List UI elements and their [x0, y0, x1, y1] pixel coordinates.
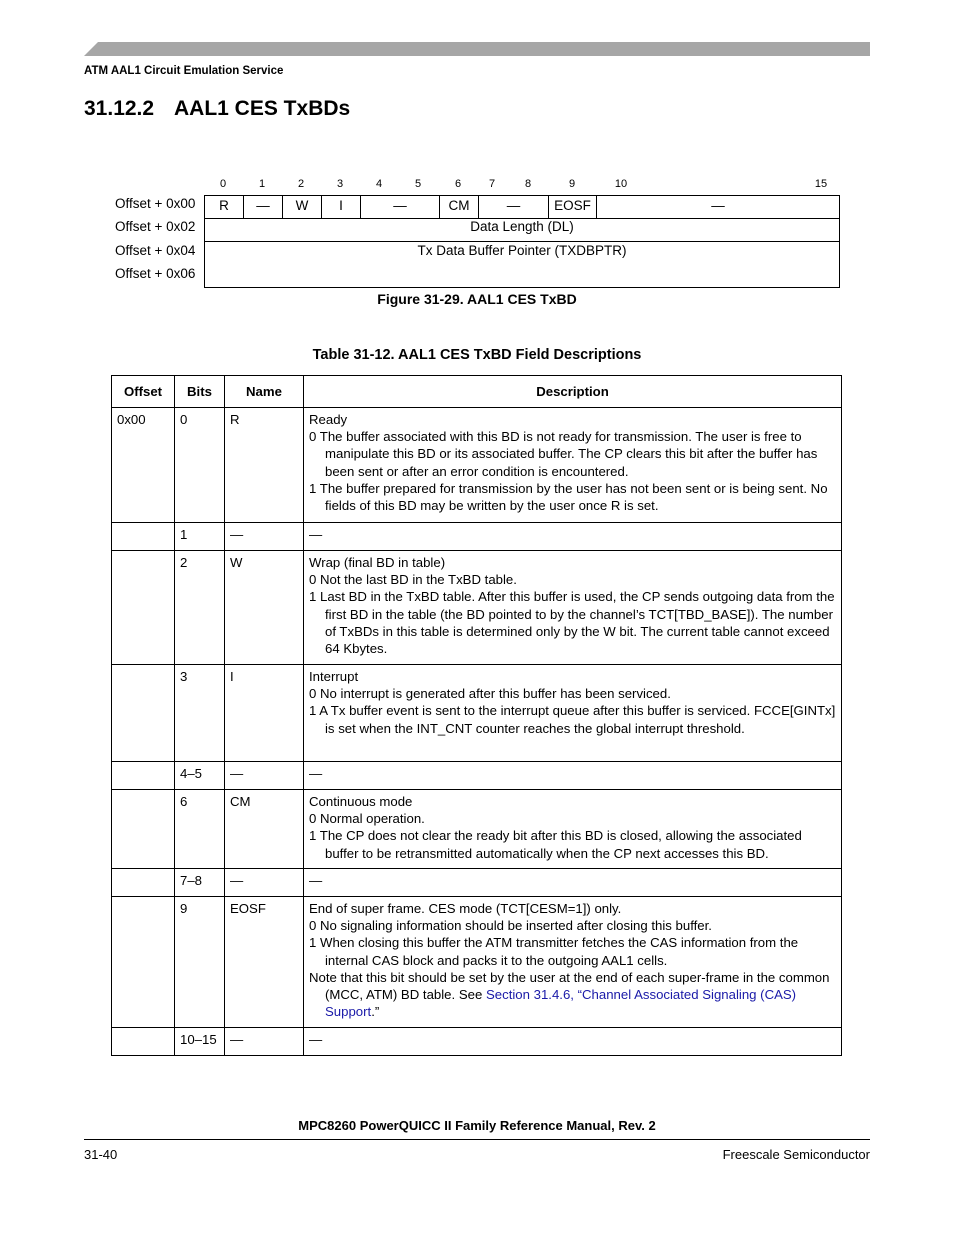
cell-description	[304, 665, 842, 762]
page-number: 31-40	[84, 1147, 118, 1162]
desc-line: Interrupt	[309, 669, 359, 684]
table-row	[112, 408, 842, 523]
desc-line: End of super frame. CES mode (TCT[CESM=1]) only.	[309, 901, 622, 916]
field-reserved: —	[361, 196, 440, 218]
field-reserved: —	[711, 198, 725, 213]
field-eosf: EOSF	[549, 196, 597, 218]
cell-bits: 6	[175, 790, 225, 869]
bit-number: 9	[568, 178, 576, 190]
desc-line: 0 No interrupt is generated after this buffer has been serviced.	[309, 686, 671, 702]
bit-number: 1	[258, 178, 266, 190]
register-box	[204, 195, 840, 288]
desc-line: 1 The buffer prepared for transmission by the user has not been sent or is being sent. No fields of this BD may be written by the user once R is set.	[309, 480, 828, 514]
field-cm: CM	[440, 196, 479, 218]
note-text: .”	[371, 1004, 380, 1020]
cell-description	[304, 408, 842, 523]
table-row	[112, 551, 842, 665]
desc-line: 0 The buffer associated with this BD is not ready for transmission. The user is free to manipulate this BD or its associated buffer. The CP clears this bit after the buffer has been sent or after an error condition is encountered.	[309, 429, 818, 479]
desc-line: 1 A Tx buffer event is sent to the interrupt queue after this buffer is serviced. FCCE[GINTx] is set when the INT_CNT counter reaches the global interrupt threshold.	[309, 703, 836, 736]
header-bits: Bits	[175, 376, 225, 408]
cell-bits: 1	[175, 523, 225, 551]
cell-name: EOSF	[225, 897, 304, 1028]
field-reserved: —	[244, 196, 283, 218]
cell-offset	[112, 762, 175, 790]
section-number: 31.12.2	[84, 97, 155, 120]
cell-description	[304, 523, 842, 551]
offset-label: Offset + 0x00	[115, 196, 196, 211]
footer-rule	[84, 1139, 870, 1140]
publisher-name: Freescale Semiconductor	[722, 1147, 870, 1162]
cell-name: —	[225, 869, 304, 897]
field-reserved: —	[479, 196, 549, 218]
cell-offset	[112, 551, 175, 665]
cell-description	[304, 1028, 842, 1056]
cell-offset: 0x00	[112, 408, 175, 523]
bit-number: 10	[614, 178, 628, 190]
bit-number: 15	[814, 178, 828, 190]
cas-section-link[interactable]: Section 31.4.6, “Channel Associated Signaling (CAS) Support	[325, 987, 797, 1020]
desc-line: —	[309, 766, 323, 781]
cell-description	[304, 869, 842, 897]
cell-bits: 0	[175, 408, 225, 523]
table-row	[112, 523, 842, 551]
bit-number: 8	[524, 178, 532, 190]
cell-bits: 7–8	[175, 869, 225, 897]
desc-line: Continuous mode	[309, 794, 413, 809]
cell-bits: 3	[175, 665, 225, 762]
cell-offset	[112, 1028, 175, 1056]
header-name: Name	[225, 376, 304, 408]
cell-description	[304, 790, 842, 869]
table-row	[112, 762, 842, 790]
bit-number: 7	[488, 178, 496, 190]
table-row	[112, 869, 842, 897]
cell-name: —	[225, 523, 304, 551]
table-row	[112, 897, 842, 1028]
offset-label: Offset + 0x06	[115, 266, 196, 281]
header-description: Description	[304, 376, 842, 408]
cell-offset	[112, 897, 175, 1028]
field-i: I	[322, 196, 361, 218]
desc-line: —	[309, 873, 323, 888]
desc-line: 1 Last BD in the TxBD table. After this buffer is used, the CP sends outgoing data from the first BD in the table (the BD pointed to by the channel’s TCT[TBD_BASE]). The number of TxBDs in this table is determined only by the W bit. The current table cannot exceed 64 Kbytes.	[309, 589, 835, 657]
desc-line: Wrap (final BD in table)	[309, 555, 446, 570]
bit-number: 0	[219, 178, 227, 190]
header-bar	[84, 42, 870, 56]
bit-number: 3	[336, 178, 344, 190]
desc-note	[309, 969, 836, 1021]
running-head: ATM AAL1 Circuit Emulation Service	[84, 65, 284, 77]
cell-offset	[112, 869, 175, 897]
cell-description	[304, 551, 842, 665]
desc-line: 1 The CP does not clear the ready bit after this BD is closed, allowing the associated buffer to be retransmitted automatically when the CP next accesses this BD.	[309, 828, 802, 861]
table-row	[112, 790, 842, 869]
desc-line: Ready	[309, 412, 348, 427]
cell-name: CM	[225, 790, 304, 869]
cell-description	[304, 762, 842, 790]
cell-name: R	[225, 408, 304, 523]
desc-line: —	[309, 1032, 323, 1047]
footer-manual-title: MPC8260 PowerQUICC II Family Reference Manual, Rev. 2	[298, 1118, 656, 1133]
cell-name: W	[225, 551, 304, 665]
table-row	[112, 1028, 842, 1056]
desc-line: 1 When closing this buffer the ATM transmitter fetches the CAS information from the internal CAS block and packs it to the outgoing AAL1 cells.	[309, 935, 799, 968]
field-descriptions-table	[111, 375, 842, 1056]
cell-bits: 10–15	[175, 1028, 225, 1056]
cell-offset	[112, 665, 175, 762]
bit-number: 6	[454, 178, 462, 190]
bit-number: 4	[375, 178, 383, 190]
field-w: W	[283, 196, 322, 218]
cell-name: —	[225, 1028, 304, 1056]
cell-offset	[112, 523, 175, 551]
offset-label: Offset + 0x04	[115, 243, 196, 258]
cell-bits: 4–5	[175, 762, 225, 790]
table-header-row	[112, 376, 842, 408]
field-r: R	[205, 196, 244, 218]
table-caption: Table 31-12. AAL1 CES TxBD Field Descriptions	[312, 347, 642, 363]
desc-line: 0 Not the last BD in the TxBD table.	[309, 572, 517, 588]
cell-description	[304, 897, 842, 1028]
offset-label: Offset + 0x02	[115, 219, 196, 234]
desc-line: 0 No signaling information should be inserted after closing this buffer.	[309, 918, 712, 934]
cell-name: —	[225, 762, 304, 790]
row-divider	[205, 241, 839, 242]
figure-caption: Figure 31-29. AAL1 CES TxBD	[377, 291, 577, 307]
note-text: Note that this bit should be set by the user at the end of each super-frame in the common (MCC, ATM) BD table. See	[309, 969, 830, 1003]
header-offset: Offset	[112, 376, 175, 408]
cell-name: I	[225, 665, 304, 762]
desc-line: 0 Normal operation.	[309, 811, 425, 827]
table-row	[112, 665, 842, 762]
cell-offset	[112, 790, 175, 869]
bit-number: 2	[297, 178, 305, 190]
section-heading: AAL1 CES TxBDs	[174, 97, 351, 120]
field-data-length: Data Length (DL)	[470, 219, 574, 234]
cell-bits: 2	[175, 551, 225, 665]
cell-bits: 9	[175, 897, 225, 1028]
section-title	[84, 97, 350, 121]
bit-number: 5	[414, 178, 422, 190]
desc-line: —	[309, 527, 323, 542]
field-tx-data-buffer-pointer: Tx Data Buffer Pointer (TXDBPTR)	[417, 243, 627, 258]
